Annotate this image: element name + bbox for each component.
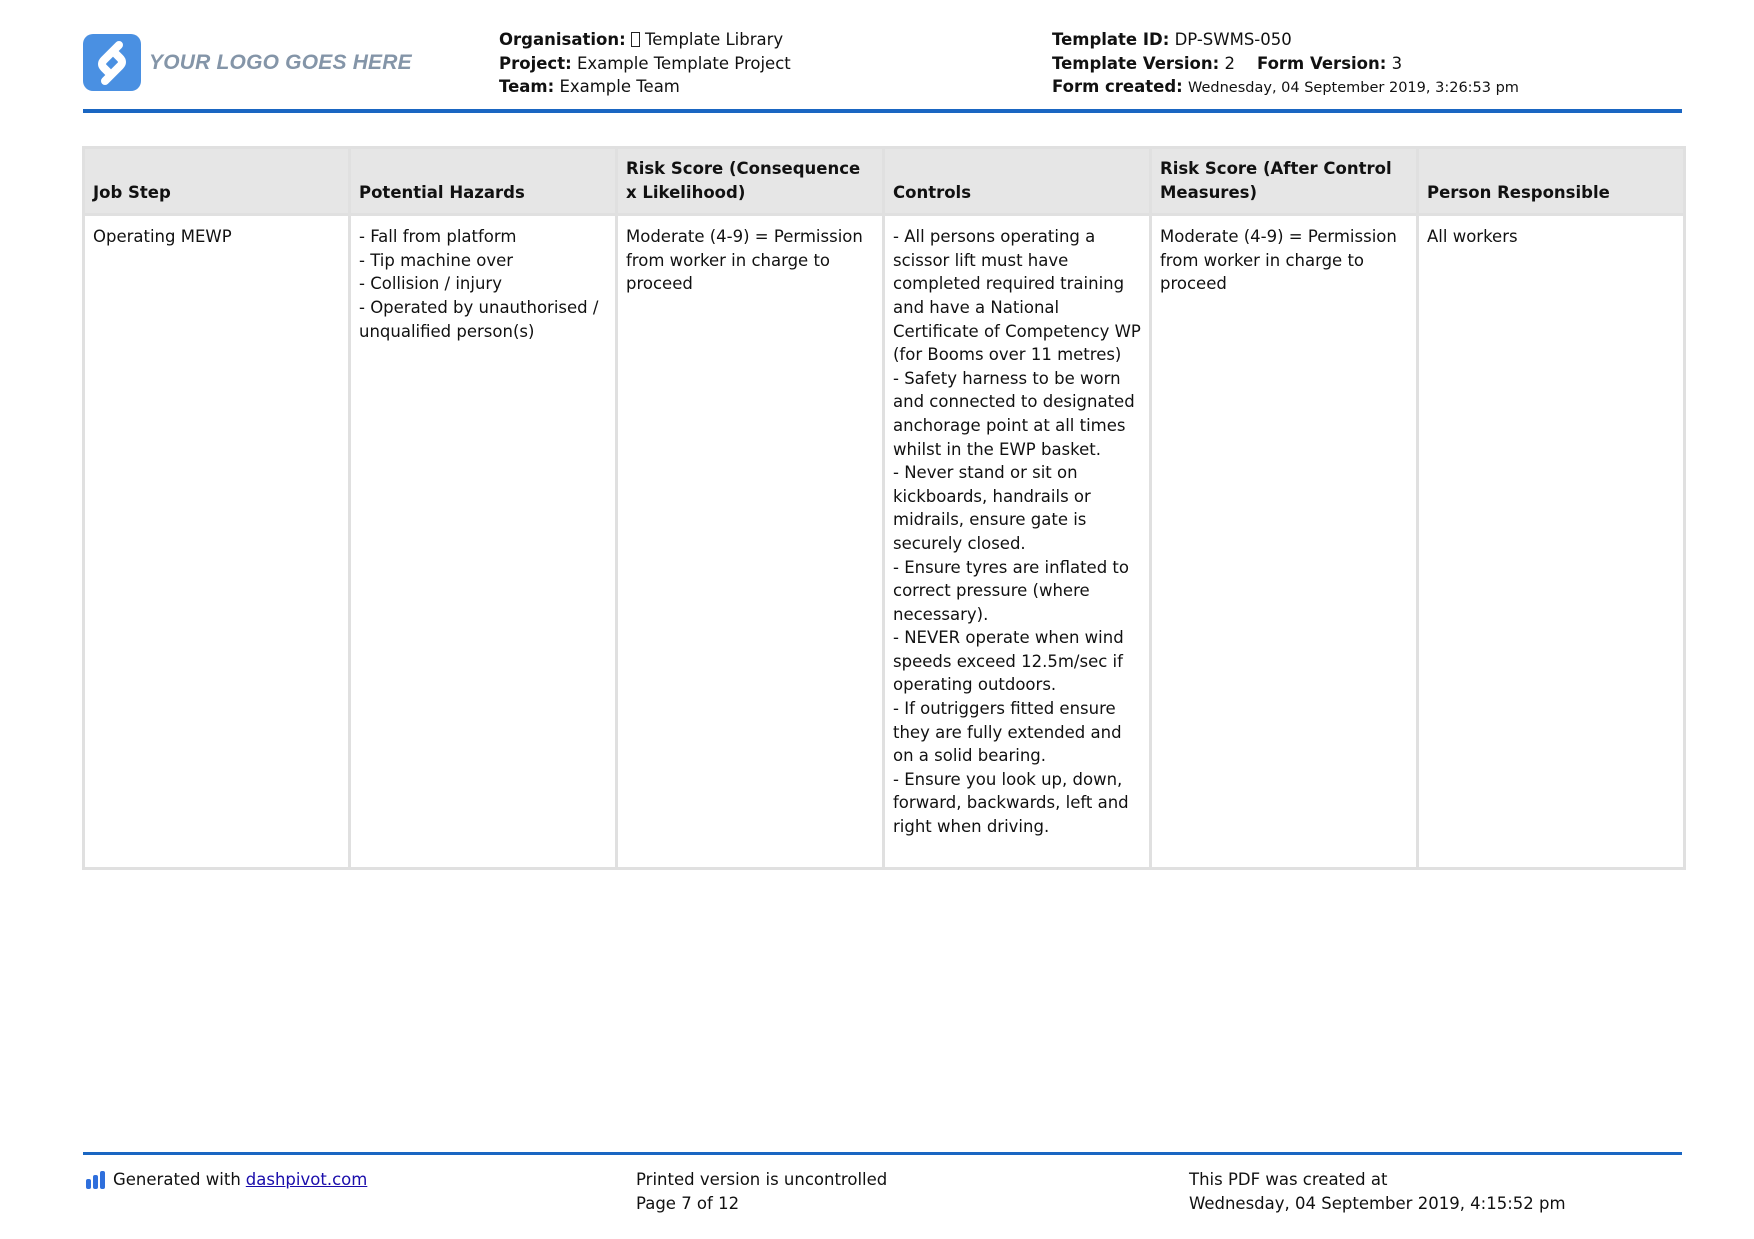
swms-table <box>82 146 1686 870</box>
document-header <box>83 28 1682 112</box>
column-header-risk-score: Risk Score (Consequence x Likelihood) <box>617 148 884 215</box>
dashpivot-link[interactable]: dashpivot.com <box>245 1170 368 1189</box>
missing-glyph-box-icon <box>631 32 640 47</box>
organisation-label: Organisation: <box>499 30 626 49</box>
team-value: Example Team <box>559 77 680 96</box>
page-number: Page 7 of 12 <box>636 1193 740 1213</box>
project-value: Example Template Project <box>576 53 791 73</box>
pdf-created <box>1189 1168 1566 1215</box>
template-version-value: 2 <box>1224 53 1235 73</box>
generated-prefix: Generated with <box>113 1170 241 1189</box>
dashpivot-bars-icon <box>86 1171 105 1189</box>
template-meta <box>1052 28 1519 101</box>
cell-job-step: Operating MEWP <box>84 215 350 869</box>
organisation-meta <box>499 28 791 99</box>
team-label: Team: <box>499 77 555 96</box>
project-label: Project: <box>499 53 572 73</box>
column-header-risk-score-after: Risk Score (After Control Measures) <box>1151 148 1418 215</box>
cell-risk-score-after: Moderate (4-9) = Permission from worker in charge to proceed <box>1151 215 1418 869</box>
footer-divider <box>83 1152 1682 1155</box>
cell-controls: - All persons operating a scissor lift must have completed required training and have a National Certificate of Competency WP (for Booms over 11 metres) - Safety harness to be worn and connected to designated anchorage point at all times whilst in the EWP basket. - Never stand or sit on kickboards, handrails or midrails, ensure gate is securely closed. - Ensure tyres are inflated to correct pressure (where necessary). - NEVER operate when wind speeds exceed 12.5m/sec if operating outdoors. - If outriggers fitted ensure they are fully extended and on a solid bearing. - Ensure you look up, down, forward, backwards, left and right when driving. <box>884 215 1151 869</box>
swms-table-container <box>82 146 1683 870</box>
cell-potential-hazards: - Fall from platform - Tip machine over - Collision / injury - Operated by unauthorised / unqualified person(s) <box>350 215 617 869</box>
template-id-label: Template ID: <box>1052 30 1170 49</box>
template-id-value: DP-SWMS-050 <box>1174 30 1292 49</box>
logo-s-mark-icon <box>83 34 141 91</box>
column-header-controls: Controls <box>884 148 1151 215</box>
print-status <box>636 1168 887 1215</box>
table-row <box>84 215 1685 869</box>
pdf-created-label: This PDF was created at <box>1189 1170 1388 1189</box>
cell-risk-score: Moderate (4-9) = Permission from worker in charge to proceed <box>617 215 884 869</box>
column-header-potential-hazards: Potential Hazards <box>350 148 617 215</box>
form-created-value: Wednesday, 04 September 2019, 3:26:53 pm <box>1188 80 1519 96</box>
logo-text: YOUR LOGO GOES HERE <box>149 50 412 74</box>
table-header-row <box>84 148 1685 215</box>
logo <box>83 34 412 91</box>
pdf-created-value: Wednesday, 04 September 2019, 4:15:52 pm <box>1189 1193 1566 1213</box>
template-version-label: Template Version: <box>1052 53 1220 73</box>
organisation-value: Template Library <box>644 30 784 49</box>
form-version-value: 3 <box>1391 53 1403 73</box>
form-created-label: Form created: <box>1052 77 1183 96</box>
column-header-person-responsible: Person Responsible <box>1418 148 1685 215</box>
generated-with <box>86 1168 367 1192</box>
cell-person-responsible: All workers <box>1418 215 1685 869</box>
header-divider <box>83 109 1682 113</box>
printed-notice: Printed version is uncontrolled <box>636 1170 888 1189</box>
form-version-label: Form Version: <box>1256 53 1387 73</box>
column-header-job-step: Job Step <box>84 148 350 215</box>
